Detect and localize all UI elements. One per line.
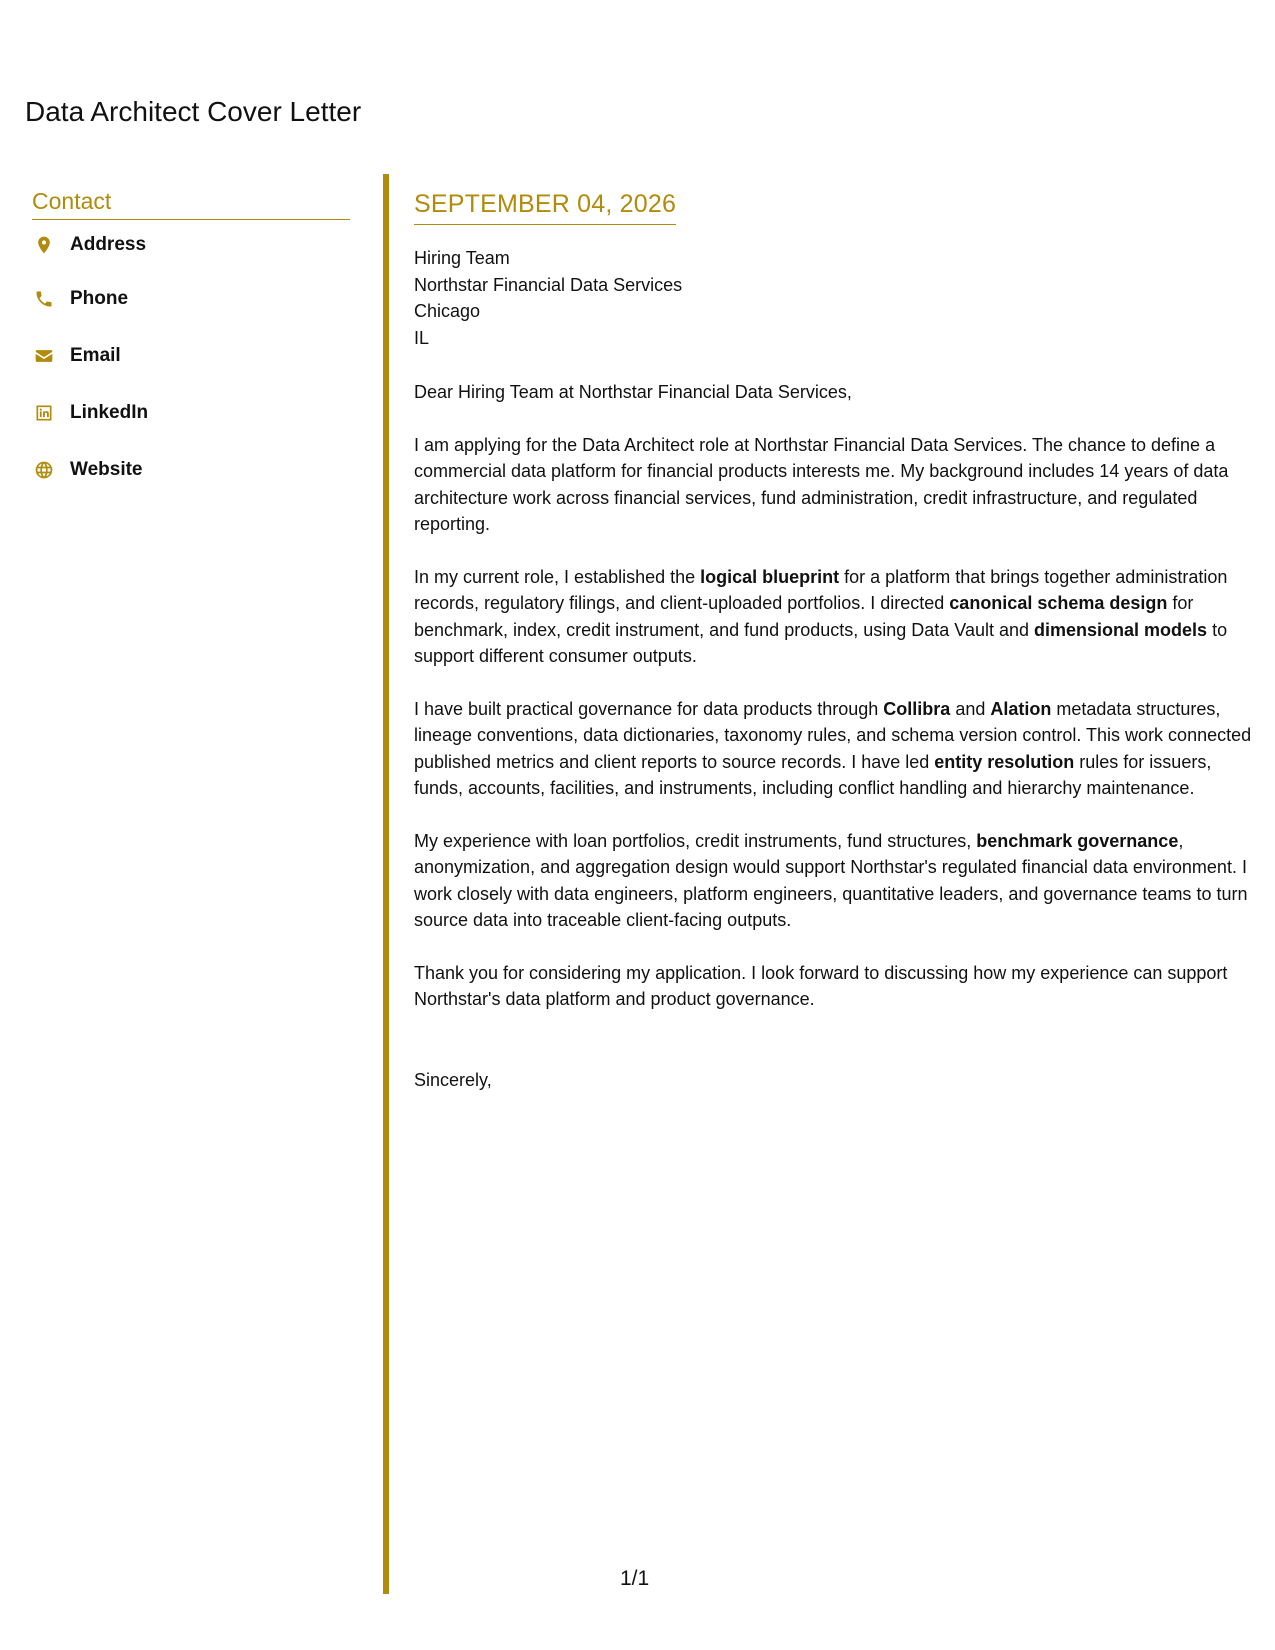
contact-label-phone: Phone [70,287,129,309]
paragraph-text: for benchmark, index, credit instrument, and fund products, using Data Vault and [414,593,1194,640]
paragraph-text: My experience with loan portfolios, credit instruments, fund structures, [414,830,977,851]
letter-body [414,190,1254,1093]
paragraph-text: In my current role, I established the [414,566,701,587]
paragraph-text: , anonymization, and aggregation design would support Northstar's regulated financial data environment. I work closely with data engineers, platform engineers, quantitative leaders, and governance teams to turn source data into traceable client-facing outputs. [414,830,1248,930]
contact-label-linkedin: LinkedIn [70,401,149,423]
contact-item-email [32,327,350,384]
linkedin-icon [32,401,56,425]
contact-heading: Contact [32,188,350,220]
contact-sidebar [32,188,350,498]
map-pin-icon [32,233,56,257]
envelope-icon [32,344,56,368]
contact-item-address [32,220,350,270]
paragraph-intro [414,432,1254,538]
paragraph-text: I am applying for the Data Architect role at Northstar Financial Data Services. The chance to define a commercial data platform for financial products interests me. My background includes 14 years of data architecture work across financial services, fund administration, credit infrastructure, and regulated reporting. [414,434,1229,534]
recipient-name: Hiring Team [414,248,510,268]
page-number: 1/1 [620,1567,650,1590]
salutation: Dear Hiring Team at Northstar Financial Data Services, [414,382,852,402]
letter-paragraphs [414,432,1254,1013]
paragraph-closing [414,960,1254,1013]
emphasis-text: benchmark governance [976,830,1179,851]
paragraph-governance [414,696,1254,802]
emphasis-text: Collibra [883,698,951,719]
paragraph-current-role [414,564,1254,670]
vertical-divider [383,174,389,1594]
emphasis-text: entity resolution [934,751,1075,772]
paragraph-text: Thank you for considering my application. I look forward to discussing how my experience can support Northstar's data platform and product governance. [414,962,1228,1009]
contact-item-phone [32,270,350,327]
document-title: Data Architect Cover Letter [25,96,362,127]
emphasis-text: canonical schema design [949,593,1168,613]
recipient-state: IL [414,327,430,348]
paragraph-text: rules for issuers, funds, accounts, facilities, and instruments, including conflict handling and hierarchy maintenance. [414,751,1212,798]
emphasis-text: Alation [990,698,1052,719]
globe-icon [32,458,56,482]
paragraph-text: and [950,698,991,719]
recipient-block [414,245,1254,351]
paragraph-text: I have built practical governance for data products through [414,698,884,719]
phone-icon [32,287,56,311]
contact-item-linkedin [32,384,350,441]
paragraph-experience [414,828,1254,934]
signoff: Sincerely, [414,1069,492,1090]
paragraph-text: for a platform that brings together administration records, regulatory filings, and client-uploaded portfolios. I directed [414,566,1228,613]
emphasis-text: logical blueprint [700,566,840,587]
contact-label-address: Address [70,234,147,255]
emphasis-text: dimensional models [1034,619,1208,640]
paragraph-text: to support different consumer outputs. [414,619,1228,666]
contact-list [32,220,350,498]
recipient-company: Northstar Financial Data Services [414,274,683,295]
contact-label-email: Email [70,344,121,366]
paragraph-text: metadata structures, lineage conventions, data dictionaries, taxonomy rules, and schema version control. This work connected published metrics and client reports to source records. I have led [414,698,1252,772]
contact-item-website [32,441,350,498]
contact-label-website: Website [70,458,143,480]
letter-date: SEPTEMBER 04, 2026 [414,190,676,225]
recipient-city: Chicago [414,301,481,321]
